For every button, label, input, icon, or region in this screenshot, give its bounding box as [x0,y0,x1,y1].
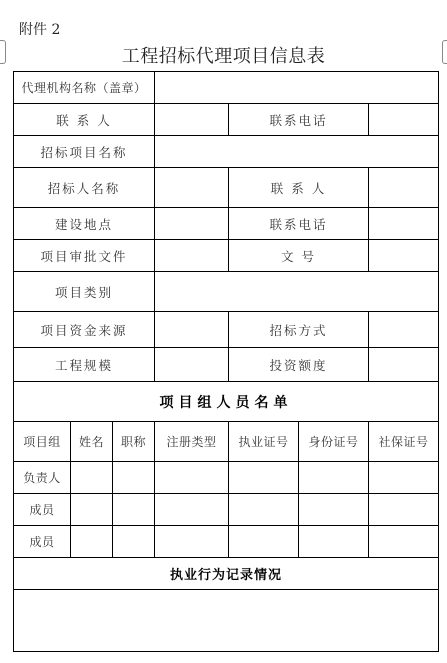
label-doc-no: 文 号 [228,239,369,272]
record-field[interactable] [13,589,439,652]
field-project-name[interactable] [154,135,439,168]
label-scale: 工程规模 [13,347,155,382]
team-cell[interactable] [112,493,155,526]
team-cell[interactable] [228,525,299,558]
form-title: 工程招标代理项目信息表 [121,46,326,67]
label-location: 建设地点 [13,207,155,240]
field-scale[interactable] [154,347,229,382]
team-cell[interactable] [368,493,439,526]
label-contact-phone-2: 联系电话 [228,207,369,240]
field-doc-no[interactable] [368,239,439,272]
team-cell[interactable] [70,525,113,558]
team-cell[interactable] [154,493,229,526]
label-tenderer-name: 招标人名称 [13,167,155,208]
label-contact-2: 联 系 人 [228,167,369,208]
team-header-group: 项目组 [13,421,71,462]
label-investment: 投资额度 [228,347,369,382]
team-cell[interactable] [154,461,229,494]
label-category: 项目类别 [13,271,155,312]
field-agency-name[interactable] [154,71,439,104]
team-header-social-no: 社保证号 [368,421,439,462]
team-row-role: 成员 [13,525,71,558]
attachment-label: 附件 2 [19,22,61,38]
team-cell[interactable] [298,493,369,526]
label-contact-phone: 联系电话 [228,103,369,136]
field-contact-phone-2[interactable] [368,207,439,240]
team-cell[interactable] [228,461,299,494]
field-contact-2[interactable] [368,167,439,208]
team-header-id-no: 身份证号 [298,421,369,462]
label-approval-doc: 项目审批文件 [13,239,155,272]
team-header-reg-type: 注册类型 [154,421,229,462]
label-tender-method: 招标方式 [228,311,369,348]
team-cell[interactable] [70,493,113,526]
team-cell[interactable] [298,525,369,558]
team-list-heading: 项目组人员名单 [13,381,439,422]
field-tenderer-name[interactable] [154,167,229,208]
label-project-name: 招标项目名称 [13,135,155,168]
record-heading: 执业行为记录情况 [13,557,439,590]
team-row-role: 负责人 [13,461,71,494]
team-cell[interactable] [228,493,299,526]
team-row-role: 成员 [13,493,71,526]
field-fund-source[interactable] [154,311,229,348]
team-cell[interactable] [70,461,113,494]
team-header-title: 职称 [112,421,155,462]
field-investment[interactable] [368,347,439,382]
field-category[interactable] [154,271,439,312]
team-cell[interactable] [112,525,155,558]
team-header-license-no: 执业证号 [228,421,299,462]
team-cell[interactable] [154,525,229,558]
field-contact[interactable] [154,103,229,136]
label-contact: 联 系 人 [13,103,155,136]
field-contact-phone[interactable] [368,103,439,136]
team-header-name: 姓名 [70,421,113,462]
team-cell[interactable] [112,461,155,494]
label-fund-source: 项目资金来源 [13,311,155,348]
team-cell[interactable] [298,461,369,494]
field-tender-method[interactable] [368,311,439,348]
field-approval-doc[interactable] [154,239,229,272]
team-cell[interactable] [368,525,439,558]
field-location[interactable] [154,207,229,240]
label-agency-name: 代理机构名称（盖章） [13,71,155,104]
team-cell[interactable] [368,461,439,494]
